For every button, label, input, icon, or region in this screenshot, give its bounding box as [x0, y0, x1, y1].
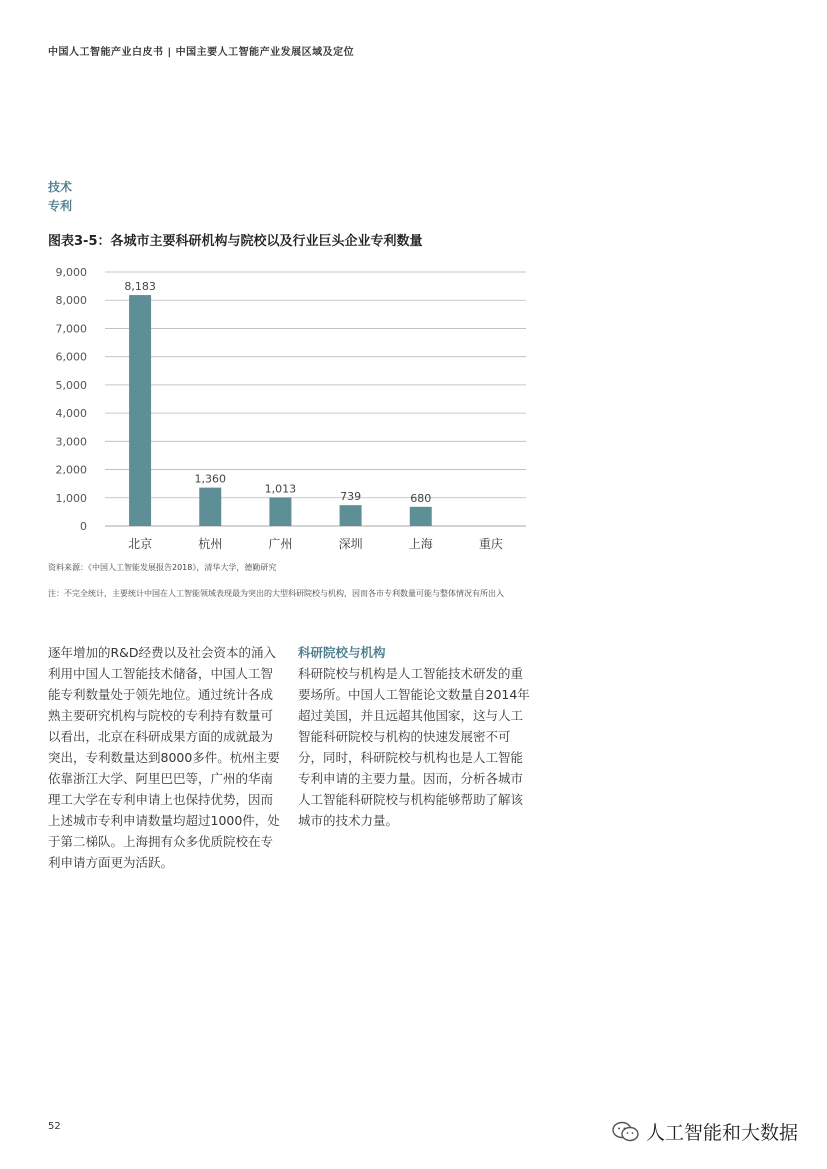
data-label: 8,183 [124, 280, 156, 294]
body-left-column: 逐年增加的R&D经费以及社会资本的涌入利用中国人工智能技术储备，中国人工智能专利数量处于领先地位。通过统计各成熟主要研究机构与院校的专利持有数量可以看出，北京在科研成果方面的成就最为突出，专利数量达到8000多件。杭州主要依靠浙江大学、阿里巴巴等，广州的华南理工大学在专利申请上也保持优势，因而上述城市专利申请数量均超过1000件，处于第二梯队。上海拥有众多优质院校在专利申请方面更为活跃。 [48, 645, 280, 870]
data-label: 680 [410, 491, 432, 505]
wechat-icon [612, 1121, 640, 1143]
research-institutes-text: 科研院校与机构是人工智能技术研发的重要场所。中国人工智能论文数量自2014年超过美国，并且远超其他国家，这与人工智能科研院校与机构的快速发展密不可分，同时，科研院校与机构也是人工智能专利申请的主要力量。因而，分析各城市人工智能科研院校与机构能够帮助了解该城市的技术力量。 [298, 666, 530, 828]
y-tick-label: 1,000 [55, 491, 87, 505]
patent-bar-chart [40, 258, 540, 558]
watermark [612, 1118, 798, 1145]
x-tick-label: 杭州 [198, 537, 223, 551]
y-tick-label: 2,000 [55, 463, 87, 477]
page-header: 中国人工智能产业白皮书 | 中国主要人工智能产业发展区域及定位 [48, 47, 355, 58]
figure-note: 注：不完全统计，主要统计中国在人工智能领域表现最为突出的大型科研院校与机构，因而各市专利数量可能与整体情况有所出入 [48, 589, 504, 598]
bar [199, 488, 221, 526]
page-number: 52 [48, 1121, 61, 1132]
research-institutes-heading: 科研院校与机构 [298, 645, 386, 660]
figure-title: 图表3-5：各城市主要科研机构与院校以及行业巨头企业专利数量 [48, 234, 423, 249]
y-tick-label: 0 [80, 520, 87, 533]
y-tick-label: 4,000 [55, 407, 87, 421]
bar [410, 507, 432, 526]
y-tick-label: 3,000 [55, 435, 87, 449]
y-tick-label: 6,000 [55, 350, 87, 364]
figure-source: 资料来源：《中国人工智能发展报告2018》，清华大学，德勤研究 [48, 563, 277, 572]
x-tick-label: 上海 [408, 537, 433, 551]
section-title: 技术 [48, 180, 73, 194]
x-tick-label: 重庆 [478, 537, 503, 551]
x-tick-label: 北京 [128, 537, 153, 551]
bar [129, 295, 151, 526]
watermark-text: 人工智能和大数据 [646, 1122, 799, 1144]
x-tick-label: 深圳 [338, 537, 363, 551]
x-tick-label: 广州 [268, 537, 293, 551]
bar [269, 497, 291, 526]
y-tick-label: 8,000 [55, 294, 87, 308]
y-tick-label: 7,000 [55, 322, 87, 336]
data-label: 1,360 [194, 472, 226, 486]
data-label: 1,013 [264, 482, 297, 496]
y-tick-label: 9,000 [55, 266, 87, 279]
body-right-column [298, 642, 532, 831]
y-tick-label: 5,000 [55, 378, 87, 392]
data-label: 739 [340, 490, 362, 504]
section-subtitle: 专利 [48, 199, 73, 213]
bar [340, 505, 362, 526]
